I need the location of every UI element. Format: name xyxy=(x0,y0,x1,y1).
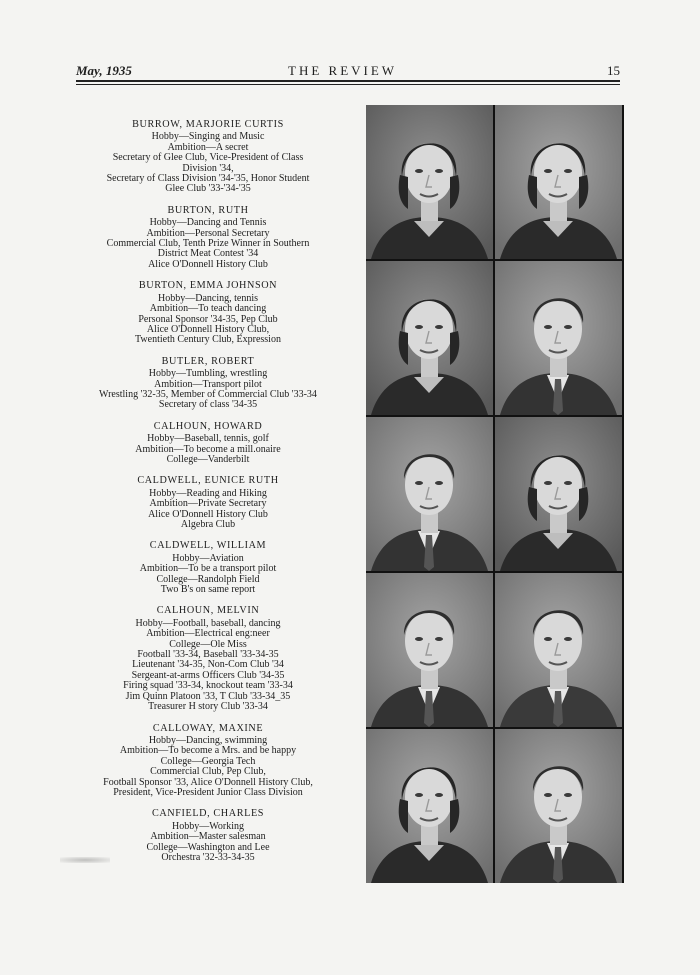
student-name: BURROW, MARJORIE CURTIS xyxy=(132,119,284,130)
student-detail: Twentieth Century Club, Expression xyxy=(135,334,281,346)
student-detail: Hobby—Singing and Music xyxy=(151,131,265,143)
student-entry xyxy=(58,206,358,270)
student-portrait xyxy=(495,729,622,883)
student-detail: College—Georgia Tech xyxy=(160,755,256,767)
student-entry xyxy=(58,422,358,466)
student-detail: Wrestling '32-35, Member of Commercial Club '33-34 xyxy=(99,388,317,400)
student-detail: Treasurer H story Club '33-34 xyxy=(148,701,268,713)
student-detail: Ambition—To teach dancing xyxy=(149,303,267,315)
student-entry xyxy=(58,606,358,712)
page-header xyxy=(76,63,620,81)
student-detail: Ambition—A secret xyxy=(167,141,249,153)
student-portrait xyxy=(495,417,622,571)
student-detail: Ambition—Private Secretary xyxy=(149,498,267,510)
student-portrait xyxy=(495,261,622,415)
student-detail: Ambition—Electrical eng:neer xyxy=(146,628,270,640)
student-detail: Hobby—Dancing and Tennis xyxy=(149,217,267,229)
student-detail: Ambition—To become a mill.onaire xyxy=(135,443,281,455)
student-portrait xyxy=(366,417,493,571)
student-detail: Hobby—Football, baseball, dancing xyxy=(135,617,281,629)
student-detail: College—Randolph Field xyxy=(156,573,260,585)
student-entry xyxy=(58,809,358,863)
student-detail: Hobby—Working xyxy=(172,820,244,832)
student-detail: Firing squad '33-34, knockout team '33-34 xyxy=(123,680,293,692)
student-portrait xyxy=(495,105,622,259)
student-detail: Secretary of class '34-35 xyxy=(158,399,258,411)
student-entry xyxy=(58,357,358,411)
student-portrait xyxy=(495,573,622,727)
student-name: BURTON, RUTH xyxy=(167,204,249,216)
student-detail: Secretary of Glee Club, Vice-President of Class xyxy=(112,152,304,164)
header-rule-thin xyxy=(76,84,620,85)
student-detail: Jim Quinn Platoon '33, T Club '33-34_35 xyxy=(125,690,291,702)
student-portrait xyxy=(366,261,493,415)
student-detail: Hobby—Aviation xyxy=(172,552,244,564)
student-name: CANFIELD, CHARLES xyxy=(151,808,265,820)
student-detail: District Meat Contest '34 xyxy=(157,248,259,260)
student-detail: Hobby—Baseball, tennis, golf xyxy=(147,433,269,445)
student-detail: Ambition—Personal Secretary xyxy=(146,227,270,239)
student-name: CALDWELL, EUNICE RUTH xyxy=(137,475,279,487)
student-detail: Glee Club '33-'34-'35 xyxy=(165,183,251,195)
student-detail: Orchestra '32-33-34-35 xyxy=(161,851,255,863)
student-detail: Alice O'Donnell History Club xyxy=(148,508,268,520)
page-number: 15 xyxy=(607,63,620,78)
student-detail: Football '33-34, Baseball '33-34-35 xyxy=(137,649,279,661)
student-entry xyxy=(58,724,358,799)
student-detail: Hobby—Dancing, swimming xyxy=(148,734,268,746)
student-detail: Personal Sponsor '34-35, Pep Club xyxy=(138,313,278,325)
student-detail: Hobby—Reading and Hiking xyxy=(149,487,267,499)
portrait-grid xyxy=(366,105,624,883)
student-entry xyxy=(58,476,358,530)
student-detail: Football Sponsor '33, Alice O'Donnell History Club, xyxy=(103,776,313,788)
student-name: CALDWELL, WILLIAM xyxy=(149,540,267,552)
student-detail: Commercial Club, Pep Club, xyxy=(150,766,266,778)
student-detail: College—Vanderbilt xyxy=(166,453,250,465)
student-entry xyxy=(58,120,358,195)
student-name: CALHOUN, MELVIN xyxy=(156,605,260,617)
student-detail: Hobby—Tumbling, wrestling xyxy=(148,368,268,380)
student-detail: Division '34, xyxy=(182,162,234,174)
student-name: CALLOWAY, MAXINE xyxy=(152,722,264,734)
publication-title: THE REVIEW xyxy=(288,63,398,78)
student-detail: Ambition—To be a transport pilot xyxy=(139,563,277,575)
student-portrait xyxy=(366,105,493,259)
student-portrait xyxy=(366,573,493,727)
print-smudge xyxy=(60,857,110,863)
student-detail: Sergeant-at-arms Officers Club '34-35 xyxy=(131,669,285,681)
student-portrait xyxy=(366,729,493,883)
student-bios xyxy=(58,120,358,874)
student-name: BURTON, EMMA JOHNSON xyxy=(138,280,278,292)
student-detail: Hobby—Dancing, tennis xyxy=(158,292,258,304)
student-detail: President, Vice-President Junior Class Division xyxy=(113,786,303,798)
student-detail: Two B's on same report xyxy=(160,584,256,596)
student-detail: Ambition—To become a Mrs. and be happy xyxy=(119,745,297,757)
student-detail: College—Washington and Lee xyxy=(146,841,270,853)
student-detail: Algebra Club xyxy=(180,519,236,530)
issue-date: May, 1935 xyxy=(76,63,132,78)
header-rule-thick xyxy=(76,80,620,82)
student-name: BUTLER, ROBERT xyxy=(161,355,255,367)
student-name: CALHOUN, HOWARD xyxy=(153,420,263,432)
student-detail: College—Ole Miss xyxy=(169,638,247,650)
student-detail: Alice O'Donnell History Club, xyxy=(146,323,270,335)
student-detail: Alice O'Donnell History Club xyxy=(148,258,268,270)
student-detail: Commercial Club, Tenth Prize Winner in Southern xyxy=(106,238,310,250)
student-detail: Lieutenant '34-35, Non-Com Club '34 xyxy=(132,659,284,671)
student-entry xyxy=(58,281,358,345)
student-detail: Ambition—Transport pilot xyxy=(154,378,262,390)
student-detail: Secretary of Class Division '34-'35, Honor Student xyxy=(106,173,310,185)
student-entry xyxy=(58,541,358,595)
student-detail: Ambition—Master salesman xyxy=(150,831,266,843)
